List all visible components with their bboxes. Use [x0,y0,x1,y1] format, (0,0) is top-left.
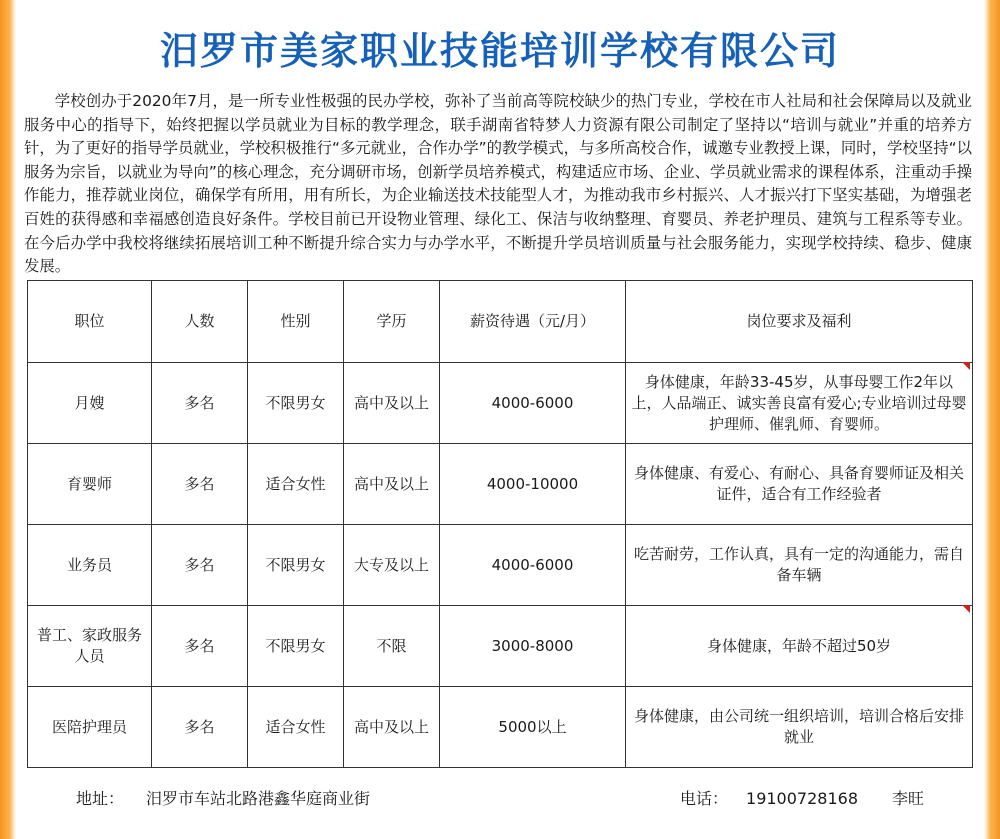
address-value: 汨罗市车站北路港鑫华庭商业街 [146,789,371,808]
cell-gender: 不限男女 [248,606,344,687]
footer-contact [680,786,924,809]
contact-name: 李旺 [892,789,925,808]
cell-headcount: 多名 [152,687,248,768]
table-row [28,444,973,525]
table-row [28,363,973,444]
header-position: 职位 [28,281,152,363]
cell-headcount: 多名 [152,606,248,687]
cell-position: 普工、家政服务人员 [28,606,152,687]
cell-salary: 4000-10000 [440,444,626,525]
header-gender: 性别 [248,281,344,363]
cell-salary: 3000-8000 [440,606,626,687]
phone-label: 电话： [680,789,729,808]
table-row [28,525,973,606]
cell-salary: 4000-6000 [440,525,626,606]
table-row [28,687,973,768]
cell-headcount: 多名 [152,525,248,606]
cell-headcount: 多名 [152,363,248,444]
cell-headcount: 多名 [152,444,248,525]
cell-salary: 4000-6000 [440,363,626,444]
cell-gender: 适合女性 [248,444,344,525]
cell-requirements: 身体健康，年龄不超过50岁 [626,606,973,687]
right-edge-decoration [984,0,1000,839]
footer-address [76,786,370,809]
cell-requirements: 身体健康，年龄33-45岁，从事母婴工作2年以上，人品端正、诚实善良富有爱心;专业培训过母婴护理师、催乳师、育婴师。 [626,363,973,444]
cell-requirements: 身体健康，由公司统一组织培训，培训合格后安排就业 [626,687,973,768]
header-requirements: 岗位要求及福利 [626,281,973,363]
table-header-row [28,281,973,363]
job-table [27,280,973,768]
cell-salary: 5000以上 [440,687,626,768]
page-title: 汨罗市美家职业技能培训学校有限公司 [159,29,840,73]
cell-gender: 不限男女 [248,525,344,606]
cell-education: 高中及以上 [344,444,440,525]
address-label: 地址： [76,789,125,808]
cell-gender: 适合女性 [248,687,344,768]
cell-position: 育婴师 [28,444,152,525]
cell-position: 月嫂 [28,363,152,444]
corner-mark [962,362,970,370]
left-edge-decoration [0,0,16,839]
cell-education: 大专及以上 [344,525,440,606]
cell-education: 不限 [344,606,440,687]
cell-requirements: 吃苦耐劳，工作认真，具有一定的沟通能力，需自备车辆 [626,525,973,606]
table-row [28,606,973,687]
header-headcount: 人数 [152,281,248,363]
header-salary: 薪资待遇（元/月） [440,281,626,363]
header-education: 学历 [344,281,440,363]
corner-mark [962,605,970,613]
cell-gender: 不限男女 [248,363,344,444]
cell-education: 高中及以上 [344,687,440,768]
phone-number: 19100728168 [746,789,858,808]
intro-paragraph: 学校创办于2020年7月，是一所专业性极强的民办学校，弥补了当前高等院校缺少的热门专业，学校在市人社局和社会保障局以及就业服务中心的指导下，始终把握以学员就业为目标的教学理念，联手湖南省特梦人力资源有限公司制定了坚持以“培训与就业”并重的培养方针，为了更好的指导学员就业，学校积极推行“多元就业，合作办学”的教学模式，与多所高校合作，诚邀专业教授上课，同时，学校坚持“以服务为宗旨，以就业为导向”的核心理念，充分调研市场，创新学员培养模式，构建适应市场、企业、学员就业需求的课程体系，注重动手操作能力，推荐就业岗位，确保学有所用，用有所长，为企业输送技术技能型人才，为推动我市乡村振兴、人才振兴打下坚实基础，为增强老百姓的获得感和幸福感创造良好条件。学校目前已开设物业管理、绿化工、保洁与收纳整理、育婴员、养老护理员、建筑与工程系等专业。在今后办学中我校将继续拓展培训工种不断提升综合实力与办学水平，不断提升学员培训质量与社会服务能力，实现学校持续、稳步、健康发展。 [24,92,972,276]
cell-education: 高中及以上 [344,363,440,444]
cell-position: 业务员 [28,525,152,606]
cell-position: 医陪护理员 [28,687,152,768]
cell-requirements: 身体健康、有爱心、有耐心、具备育婴师证及相关证件，适合有工作经验者 [626,444,973,525]
